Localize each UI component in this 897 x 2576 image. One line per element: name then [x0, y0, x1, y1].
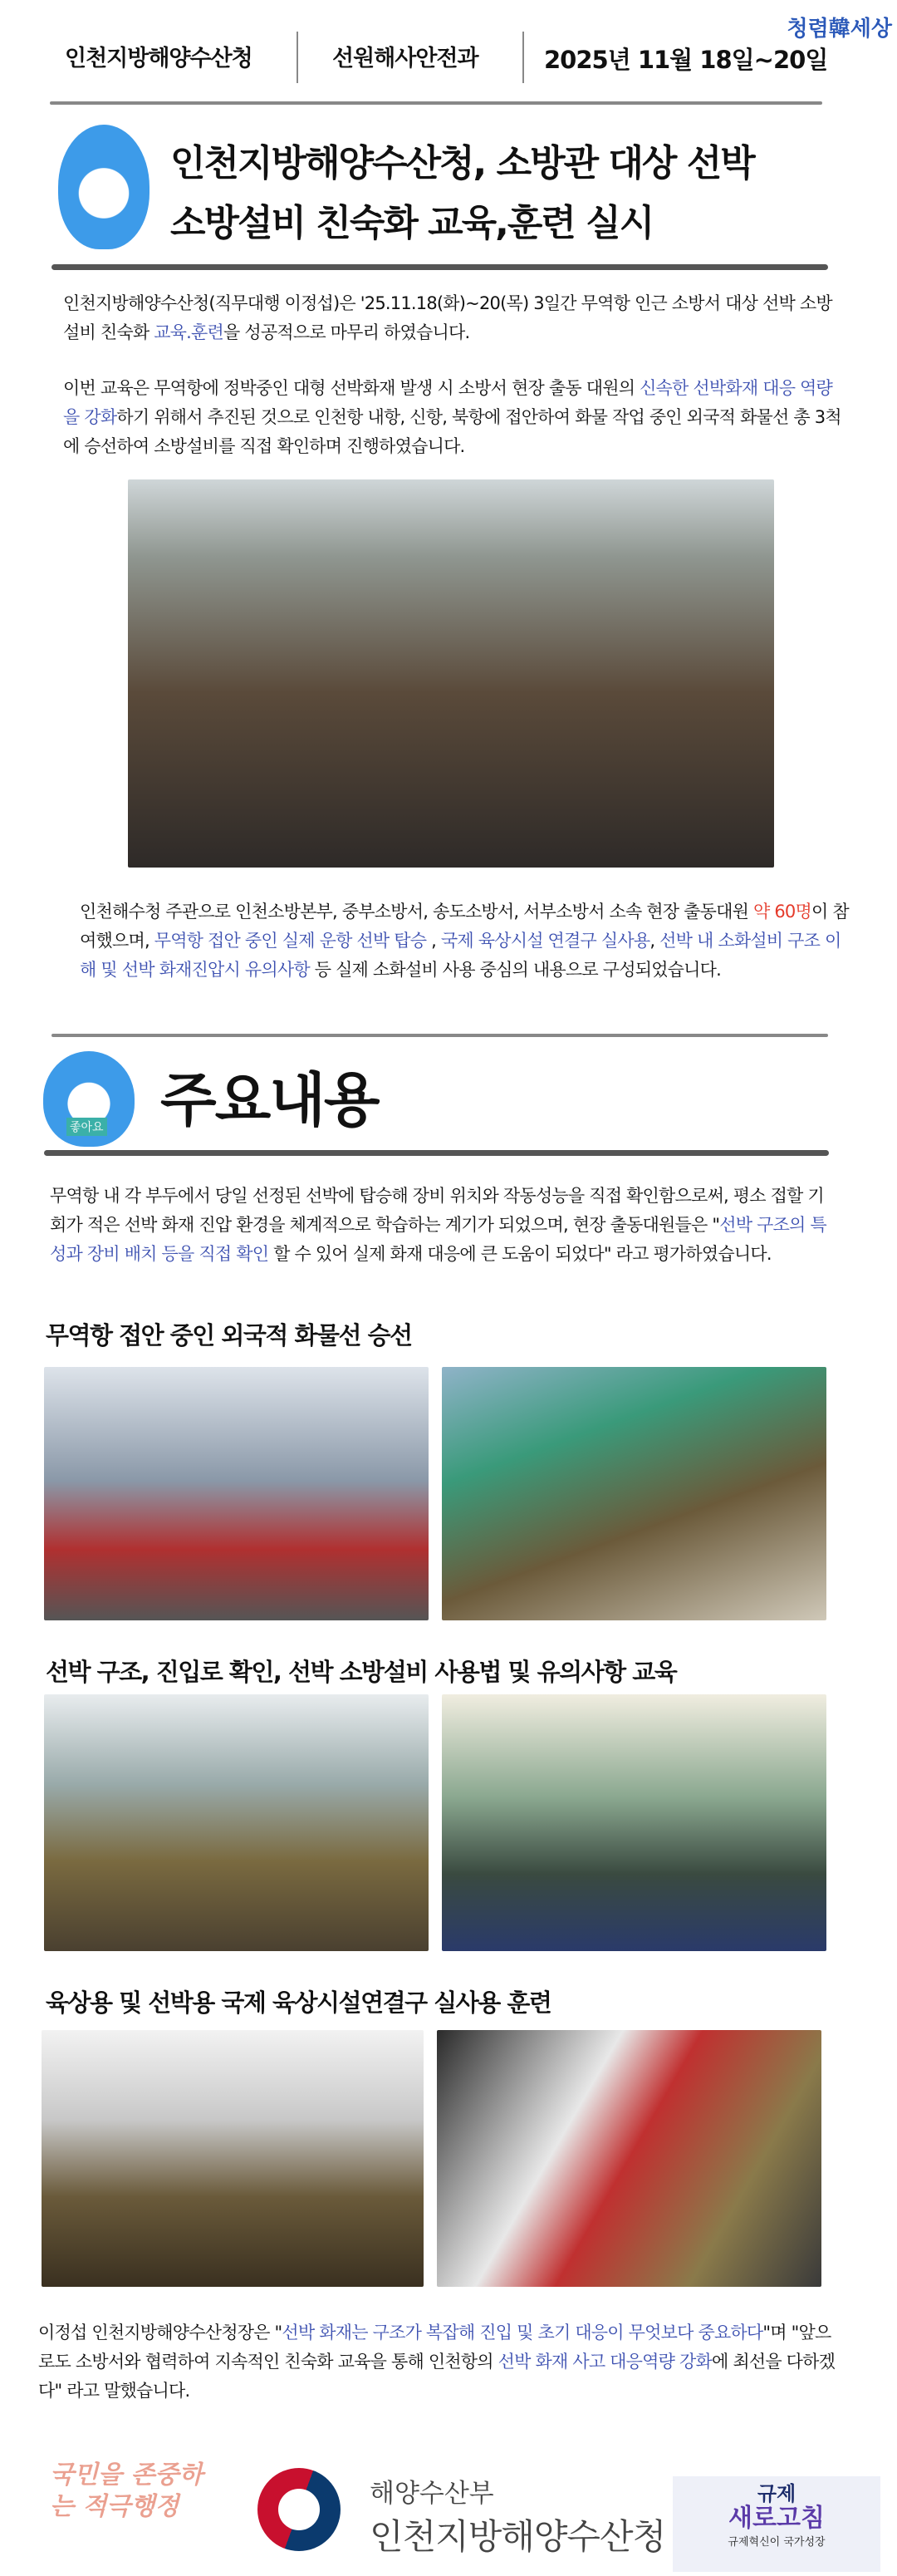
- section-heading-connector: 육상용 및 선박용 국제 육상시설연결구 실사용 훈련: [46, 1989, 551, 2017]
- slogan-logo: 청렴韓세상: [787, 17, 892, 42]
- training-photo-bridge: [128, 479, 774, 868]
- logo3-sub: 규제혁신이 국가성장: [728, 2536, 826, 2549]
- regulation-refresh-logo: [673, 2476, 880, 2572]
- header-dept: 선원해사안전과: [332, 46, 478, 71]
- photo-boarding-ship: [442, 1367, 826, 1620]
- divider: [51, 1034, 828, 1037]
- divider: [50, 101, 822, 105]
- main-heading: 주요내용: [160, 1066, 379, 1134]
- divider: [51, 264, 828, 270]
- taegeuk-emblem-icon: [257, 2468, 341, 2551]
- intro-paragraph: 인천지방해양수산청(직무대행 이정섭)은 '25.11.18(화)~20(목) 3일간 무역항 인근 소방서 대상 선박 소방설비 친숙화 교육.훈련을 성공적으로 마무리 하였습니다.: [63, 293, 832, 342]
- logo3-line2: 새로고침: [728, 2504, 825, 2533]
- divider: [44, 1150, 829, 1156]
- header-divider: [297, 32, 298, 83]
- active-administration-logo: 국민을 존중하는 적극행정: [50, 2460, 203, 2521]
- mascot-sign: 좋아요: [66, 1118, 107, 1136]
- header-date: 2025년 11월 18일~20일: [544, 46, 828, 74]
- page-title-line2: 소방설비 친숙화 교육,훈련 실시: [170, 202, 654, 244]
- evaluation-paragraph: 무역항 내 각 부두에서 당일 선정된 선박에 탑승해 장비 위치와 작동성능을 직접 확인함으로써, 평소 접할 기회가 적은 선박 화재 진압 환경을 체계적으로 학습하는 계기가 되었으며, 현장 출동대원들은 "선박 구조의 특성과 장비 배치 등을 직접 확인 할 수 있어 실제 화재 대응에 큰 도움이 되었다" 라고 평가하였습니다.: [50, 1186, 826, 1264]
- photo-connector-use: [437, 2030, 821, 2287]
- photo-engine-room: [442, 1694, 826, 1951]
- section-heading-structure: 선박 구조, 진입로 확인, 선박 소방설비 사용법 및 유의사항 교육: [46, 1658, 677, 1686]
- closing-quote-paragraph: 이정섭 인천지방해양수산청장은 "선박 화재는 구조가 복잡해 진입 및 초기 대응이 무엇보다 중요하다"며 "앞으로도 소방서와 협력하여 지속적인 친숙화 교육을 통해 인천항의 선박 화재 사고 대응역량 강화에 최선을 다하겠다" 라고 말했습니다.: [38, 2323, 836, 2401]
- photo-deck-training: [42, 2030, 424, 2287]
- section-heading-boarding: 무역항 접안 중인 외국적 화물선 승선: [46, 1321, 412, 1349]
- photo-fire-trucks-at-port: [44, 1367, 429, 1620]
- logo3-line1: 규제: [757, 2482, 797, 2505]
- participants-paragraph: 인천해수청 주관으로 인천소방본부, 중부소방서, 송도소방서, 서부소방서 소속 현장 출동대원 약 60명이 참여했으며, 무역항 접안 중인 실제 운항 선박 탑승 , 국제 육상시설 연결구 실사용, 선박 내 소화설비 구조 이해 및 선박 화재진압시 유의사항 등 실제 소화설비 사용 중심의 내용으로 구성되었습니다.: [80, 902, 849, 980]
- ministry-name: 해양수산부: [370, 2479, 494, 2509]
- photo-briefing-room: [44, 1694, 429, 1951]
- mascot-image: [58, 125, 150, 249]
- agency-name: 인천지방해양수산청: [370, 2516, 666, 2557]
- header-divider: [522, 32, 524, 83]
- purpose-paragraph: 이번 교육은 무역항에 정박중인 대형 선박화재 발생 시 소방서 현장 출동 대원의 신속한 선박화재 대응 역량을 강화하기 위해서 추진된 것으로 인천항 내항, 신항, 북항에 접안하여 화물 작업 중인 외국적 화물선 총 3척에 승선하여 소방설비를 직접 확인하며 진행하였습니다.: [63, 378, 841, 456]
- header-org: 인천지방해양수산청: [65, 46, 252, 71]
- page-title-line1: 인천지방해양수산청, 소방관 대상 선박: [170, 142, 754, 184]
